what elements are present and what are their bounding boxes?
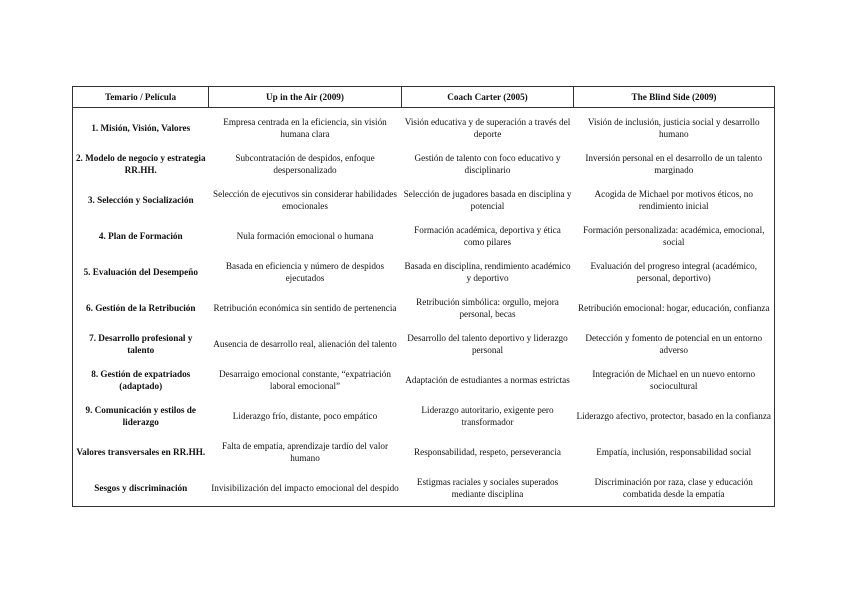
table-cell: Liderazgo afectivo, protector, basado en la confianza: [576, 411, 771, 421]
table-row: [73, 470, 775, 507]
table-cell: Formación personalizada: académica, emocional, social: [583, 225, 765, 247]
table-cell: Empatía, inclusión, responsabilidad social: [596, 447, 752, 457]
topic-cell: 8. Gestión de expatriados (adaptado): [91, 369, 191, 391]
header-row: [73, 87, 775, 108]
table-row: [73, 326, 775, 362]
topic-cell: 9. Comunicación y estilos de liderazgo: [85, 405, 196, 427]
table-cell: Falta de empatía, aprendizaje tardío del valor humano: [221, 441, 389, 463]
table-cell: Selección de ejecutivos sin considerar habilidades emocionales: [213, 189, 397, 211]
table-cell: Visión educativa y de superación a través del deporte: [404, 117, 571, 139]
table-cell: Retribución económica sin sentido de pertenencia: [213, 303, 397, 313]
table-cell: Subcontratación de despidos, enfoque despersonalizado: [235, 153, 375, 175]
topic-cell: 7. Desarrollo profesional y talento: [89, 333, 193, 355]
table-row: [73, 362, 775, 398]
table-cell: Discriminación por raza, clase y educación combatida desde la empatía: [594, 477, 753, 499]
topic-cell: Sesgos y discriminación: [94, 483, 188, 493]
table-cell: Gestión de talento con foco educativo y disciplinario: [414, 153, 561, 175]
topic-cell: 2. Modelo de negocio y estrategia RR.HH.: [75, 153, 206, 175]
table-cell: Adaptación de estudiantes a normas estrictas: [405, 375, 570, 385]
topic-cell: 5. Evaluación del Desempeño: [83, 267, 198, 277]
table-cell: Responsabilidad, respeto, perseverancia: [414, 447, 561, 457]
table-cell: Acogida de Michael por motivos éticos, no rendimiento inicial: [594, 189, 753, 211]
header-topic: Temario / Película: [73, 87, 209, 108]
table-cell: Retribución simbólica: orgullo, mejora personal, becas: [416, 297, 559, 319]
table-cell: Nula formación emocional o humana: [236, 231, 374, 241]
topic-cell: 6. Gestión de la Retribución: [86, 303, 196, 313]
header-coach-carter: Coach Carter (2005): [402, 87, 574, 108]
table-cell: Basada en disciplina, rendimiento académico y deportivo: [404, 261, 571, 283]
header-the-blind-side: The Blind Side (2009): [574, 87, 775, 108]
topic-cell: 4. Plan de Formación: [98, 231, 183, 241]
table-row: [73, 398, 775, 434]
table-cell: Estigmas raciales y sociales superados mediante disciplina: [416, 477, 559, 499]
table-cell: Visión de inclusión, justicia social y desarrollo humano: [587, 117, 760, 139]
table-cell: Retribución emocional: hogar, educación, confianza: [578, 303, 770, 313]
table-row: [73, 218, 775, 254]
table-row: [73, 434, 775, 470]
topic-cell: 3. Selección y Socialización: [87, 195, 194, 205]
table-cell: Liderazgo frío, distante, poco empático: [232, 411, 378, 421]
table-cell: Invisibilización del impacto emocional del despido: [211, 483, 399, 493]
header-up-in-the-air: Up in the Air (2009): [209, 87, 402, 108]
table-cell: Basada en eficiencia y número de despidos ejecutados: [225, 261, 385, 283]
topic-cell: Valores transversales en RR.HH.: [76, 447, 206, 457]
table-row: [73, 146, 775, 182]
table-cell: Detección y fomento de potencial en un entorno adverso: [585, 333, 763, 355]
table-cell: Inversión personal en el desarrollo de un talento marginado: [585, 153, 763, 175]
table-cell: Liderazgo autoritario, exigente pero transformador: [421, 405, 554, 427]
table-cell: Evaluación del progreso integral (académico, personal, deportivo): [590, 261, 758, 283]
table-row: [73, 182, 775, 218]
table-cell: Desarrollo del talento deportivo y liderazgo personal: [407, 333, 568, 355]
table-cell: Ausencia de desarrollo real, alienación del talento: [213, 339, 397, 349]
topic-cell: 1. Misión, Visión, Valores: [91, 123, 191, 133]
table-row: [73, 290, 775, 326]
table-row: [73, 254, 775, 290]
table-row: [73, 108, 775, 147]
table-cell: Selección de jugadores basada en disciplina y potencial: [403, 189, 572, 211]
table-cell: Desarraigo emocional constante, “expatriación laboral emocional”: [219, 369, 391, 391]
table-cell: Formación académica, deportiva y ética como pilares: [414, 225, 561, 247]
table-cell: Empresa centrada en la eficiencia, sin visión humana clara: [223, 117, 387, 139]
comparison-table: [72, 86, 775, 507]
table-cell: Integración de Michael en un nuevo entorno sociocultural: [592, 369, 756, 391]
